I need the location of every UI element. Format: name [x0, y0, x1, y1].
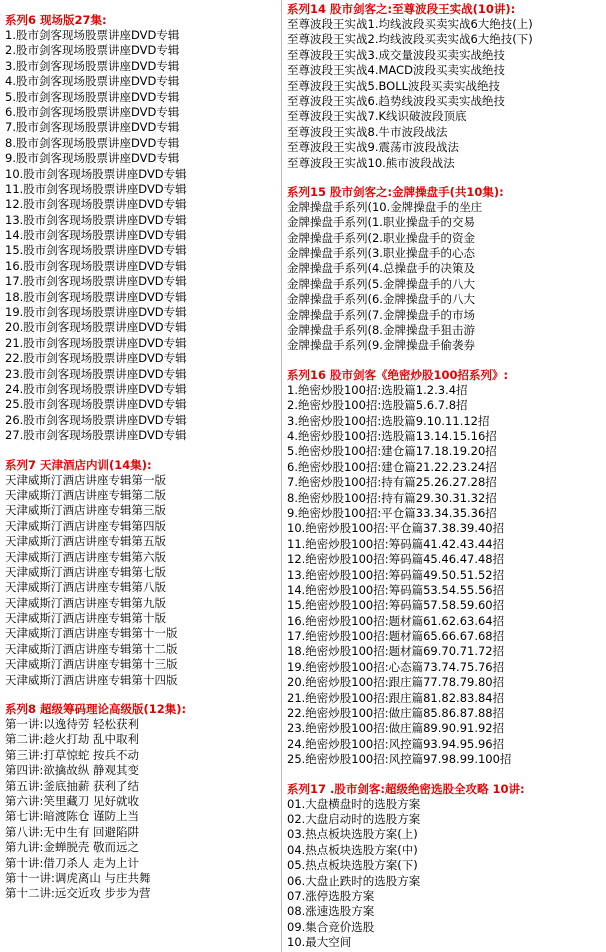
episode-item: 天津威斯汀酒店讲座专辑第十版 [5, 611, 166, 626]
episode-item: 26.股市剑客现场股票讲座DVD专辑 [5, 412, 187, 427]
episode-item: 17.股市剑客现场股票讲座DVD专辑 [5, 274, 187, 289]
episode-item: 第七讲:暗渡陈仓 谨防上当 [5, 809, 140, 824]
episode-item: 第二讲:趁火打劫 乱中取利 [5, 732, 140, 747]
series-title: 系列8 超级筹码理论高级版(12集): [5, 702, 187, 717]
episode-item: 天津威斯汀酒店讲座专辑第八版 [5, 580, 166, 595]
episode-item: 金牌操盘手系列(10.金牌操盘手的坐庄 [287, 199, 483, 214]
episode-item: 1.股市剑客现场股票讲座DVD专辑 [5, 28, 180, 42]
episode-item: 4.绝密炒股100招:选股篇13.14.15.16招 [287, 428, 497, 443]
episode-item: 3.绝密炒股100招:选股篇9.10.11.12招 [287, 413, 490, 428]
episode-item: 5.股市剑客现场股票讲座DVD专辑 [5, 89, 180, 104]
episode-item: 03.热点板块选股方案(上) [287, 827, 418, 842]
section-gap [282, 171, 606, 185]
episode-item: 11.股市剑客现场股票讲座DVD专辑 [5, 181, 187, 196]
episode-item: 6.股市剑客现场股票讲座DVD专辑 [5, 104, 180, 119]
episode-list [5, 28, 280, 444]
episode-item: 金牌操盘手系列(6.金牌操盘手的八大 [287, 292, 475, 307]
episode-item: 7.绝密炒股100招:持有篇25.26.27.28招 [287, 475, 497, 490]
episode-item: 至尊波段王实战10.熊市波段战法 [287, 155, 455, 170]
episode-item: 5.绝密炒股100招:建仓篇17.18.19.20招 [287, 444, 497, 459]
episode-item: 至尊波段王实战1.均线波段买卖实战6大绝技(上) [287, 17, 533, 31]
series-title: 系列16 股市剑客《绝密炒股100招系列》: [287, 367, 509, 382]
episode-item: 天津威斯汀酒店讲座专辑第十二版 [5, 641, 178, 656]
episode-item: 23.股市剑客现场股票讲座DVD专辑 [5, 366, 187, 381]
episode-item: 25.绝密炒股100招:风控篇97.98.99.100招 [287, 752, 512, 767]
episode-item: 19.绝密炒股100招:心态篇73.74.75.76招 [287, 659, 505, 674]
episode-item: 金牌操盘手系列(5.金牌操盘手的八大 [287, 276, 475, 291]
episode-item: 4.股市剑客现场股票讲座DVD专辑 [5, 74, 180, 89]
episode-item: 金牌操盘手系列(1.职业操盘手的交易 [287, 215, 475, 230]
episode-item: 至尊波段王实战9.震荡市波段战法 [287, 140, 459, 155]
episode-item: 23.绝密炒股100招:做庄篇89.90.91.92招 [287, 721, 505, 736]
episode-item: 25.股市剑客现场股票讲座DVD专辑 [5, 397, 187, 412]
episode-list [287, 200, 606, 354]
episode-list [5, 473, 280, 688]
series-section [0, 702, 280, 902]
episode-item: 第六讲:笑里藏刀 见好就收 [5, 793, 140, 808]
episode-item: 20.绝密炒股100招:跟庄篇77.78.79.80招 [287, 675, 505, 690]
episode-list [287, 383, 606, 768]
episode-item: 金牌操盘手系列(4.总操盘手的决策及 [287, 261, 475, 276]
series-title: 系列7 天津酒店内训(14集): [5, 457, 152, 472]
episode-item: 20.股市剑客现场股票讲座DVD专辑 [5, 320, 187, 335]
episode-item: 10.绝密炒股100招:平仓篇37.38.39.40招 [287, 521, 505, 536]
episode-item: 天津威斯汀酒店讲座专辑第六版 [5, 549, 166, 564]
episode-item: 02.大盘启动时的选股方案 [287, 811, 421, 826]
episode-item: 05.热点板块选股方案(下) [287, 858, 418, 873]
episode-item: 天津威斯汀酒店讲座专辑第三版 [5, 503, 166, 518]
episode-item: 11.绝密炒股100招:筹码篇41.42.43.44招 [287, 536, 505, 551]
episode-item: 13.股市剑客现场股票讲座DVD专辑 [5, 212, 187, 227]
episode-item: 9.股市剑客现场股票讲座DVD专辑 [5, 151, 180, 166]
episode-item: 天津威斯汀酒店讲座专辑第十一版 [5, 626, 178, 641]
episode-item: 6.绝密炒股100招:建仓篇21.22.23.24招 [287, 459, 497, 474]
episode-item: 16.股市剑客现场股票讲座DVD专辑 [5, 258, 187, 273]
episode-item: 第十一讲:调虎离山 与庄共舞 [5, 870, 151, 885]
series-section [282, 782, 606, 951]
section-gap [0, 444, 280, 458]
episode-item: 天津威斯汀酒店讲座专辑第四版 [5, 518, 166, 533]
episode-item: 第十二讲:远交近攻 步步为营 [5, 886, 151, 901]
episode-item: 12.股市剑客现场股票讲座DVD专辑 [5, 197, 187, 212]
series-title: 系列6 现场版27集: [5, 13, 107, 27]
section-gap [282, 354, 606, 368]
episode-item: 12.绝密炒股100招:筹码篇45.46.47.48招 [287, 552, 505, 567]
episode-item: 09.集合竞价选股 [287, 919, 375, 934]
episode-item: 9.绝密炒股100招:平仓篇33.34.35.36招 [287, 505, 497, 520]
episode-item: 金牌操盘手系列(9.金牌操盘手偷袭券 [287, 338, 475, 353]
episode-item: 天津威斯汀酒店讲座专辑第一版 [5, 472, 166, 487]
right-column [282, 0, 606, 950]
episode-item: 至尊波段王实战5.BOLL波段买卖实战绝技 [287, 78, 501, 93]
episode-item: 22.股市剑客现场股票讲座DVD专辑 [5, 351, 187, 366]
episode-item: 第五讲:釜底抽薪 获利了结 [5, 778, 140, 793]
episode-item: 24.绝密炒股100招:风控篇93.94.95.96招 [287, 736, 505, 751]
episode-item: 第三讲:打草惊蛇 按兵不动 [5, 747, 140, 762]
episode-item: 金牌操盘手系列(7.金牌操盘手的市场 [287, 307, 475, 322]
episode-item: 1.绝密炒股100招:选股篇1.2.3.4招 [287, 382, 468, 397]
episode-item: 第八讲:无中生有 回避陷阱 [5, 824, 140, 839]
episode-list [287, 797, 606, 951]
episode-item: 至尊波段王实战2.均线波段买卖实战6大绝技(下) [287, 32, 533, 47]
section-gap [0, 688, 280, 702]
episode-list [5, 717, 280, 902]
series-section [0, 458, 280, 688]
episode-item: 天津威斯汀酒店讲座专辑第五版 [5, 534, 166, 549]
episode-item: 21.股市剑客现场股票讲座DVD专辑 [5, 335, 187, 350]
series-section [282, 368, 606, 768]
episode-item: 15.绝密炒股100招:筹码篇57.58.59.60招 [287, 598, 505, 613]
episode-item: 至尊波段王实战6.趋势线波段买卖实战绝技 [287, 93, 505, 108]
episode-item: 27.股市剑客现场股票讲座DVD专辑 [5, 428, 187, 443]
episode-item: 24.股市剑客现场股票讲座DVD专辑 [5, 381, 187, 396]
episode-item: 至尊波段王实战7.K线识破波段顶底 [287, 109, 467, 124]
episode-item: 21.绝密炒股100招:跟庄篇81.82.83.84招 [287, 690, 505, 705]
episode-item: 14.绝密炒股100招:筹码篇53.54.55.56招 [287, 582, 505, 597]
episode-item: 金牌操盘手系列(2.职业操盘手的资金 [287, 230, 475, 245]
series-section [282, 2, 606, 171]
episode-item: 18.股市剑客现场股票讲座DVD专辑 [5, 289, 187, 304]
episode-item: 14.股市剑客现场股票讲座DVD专辑 [5, 228, 187, 243]
series-title: 系列14 股市剑客之:至尊波段王实战(10讲): [287, 2, 516, 16]
episode-item: 18.绝密炒股100招:题材篇69.70.71.72招 [287, 644, 505, 659]
episode-item: 金牌操盘手系列(3.职业操盘手的心态 [287, 246, 475, 261]
episode-item: 13.绝密炒股100招:筹码篇49.50.51.52招 [287, 567, 505, 582]
episode-item: 10.股市剑客现场股票讲座DVD专辑 [5, 166, 187, 181]
episode-item: 天津威斯汀酒店讲座专辑第九版 [5, 595, 166, 610]
section-gap [282, 768, 606, 782]
episode-item: 17.绝密炒股100招:题材篇65.66.67.68招 [287, 629, 505, 644]
series-title: 系列17 .股市剑客:超级绝密选股全攻略 10讲: [287, 781, 525, 796]
episode-item: 08.涨速选股方案 [287, 904, 375, 919]
episode-item: 06.大盘止跌时的选股方案 [287, 873, 421, 888]
series-title: 系列15 股市剑客之:金牌操盘手(共10集): [287, 184, 504, 199]
episode-item: 第一讲:以逸待劳 轻松获利 [5, 717, 140, 732]
episode-item: 第十讲:借刀杀人 走为上计 [5, 855, 140, 870]
episode-item: 天津威斯汀酒店讲座专辑第十三版 [5, 657, 178, 672]
left-column [0, 0, 280, 902]
episode-item: 至尊波段王实战4.MACD波段买卖实战绝技 [287, 63, 505, 78]
episode-item: 16.绝密炒股100招:题材篇61.62.63.64招 [287, 613, 505, 628]
episode-item: 8.绝密炒股100招:持有篇29.30.31.32招 [287, 490, 497, 505]
episode-item: 22.绝密炒股100招:做庄篇85.86.87.88招 [287, 706, 505, 721]
series-section [282, 185, 606, 354]
episode-item: 19.股市剑客现场股票讲座DVD专辑 [5, 305, 187, 320]
episode-item: 7.股市剑客现场股票讲座DVD专辑 [5, 120, 180, 135]
episode-item: 10.最大空间 [287, 935, 352, 950]
episode-item: 01.大盘横盘时的选股方案 [287, 796, 421, 811]
episode-item: 第四讲:欲擒故纵 静观其变 [5, 763, 140, 778]
episode-item: 至尊波段王实战8.牛市波段战法 [287, 124, 448, 139]
episode-item: 2.绝密炒股100招:选股篇5.6.7.8招 [287, 398, 468, 413]
episode-item: 04.热点板块选股方案(中) [287, 842, 418, 857]
episode-item: 金牌操盘手系列(8.金牌操盘手狙击游 [287, 323, 475, 338]
episode-item: 8.股市剑客现场股票讲座DVD专辑 [5, 135, 180, 150]
episode-list [287, 17, 606, 171]
episode-item: 天津威斯汀酒店讲座专辑第十四版 [5, 672, 178, 687]
episode-item: 天津威斯汀酒店讲座专辑第七版 [5, 564, 166, 579]
episode-item: 15.股市剑客现场股票讲座DVD专辑 [5, 243, 187, 258]
episode-item: 2.股市剑客现场股票讲座DVD专辑 [5, 43, 180, 58]
episode-item: 天津威斯汀酒店讲座专辑第二版 [5, 487, 166, 502]
episode-item: 第九讲:金蝉脱壳 敬而远之 [5, 840, 140, 855]
episode-item: 07.涨停选股方案 [287, 888, 375, 903]
episode-item: 至尊波段王实战3.成交量波段买卖实战绝技 [287, 47, 505, 62]
series-section [0, 13, 280, 444]
episode-item: 3.股市剑客现场股票讲座DVD专辑 [5, 58, 180, 73]
